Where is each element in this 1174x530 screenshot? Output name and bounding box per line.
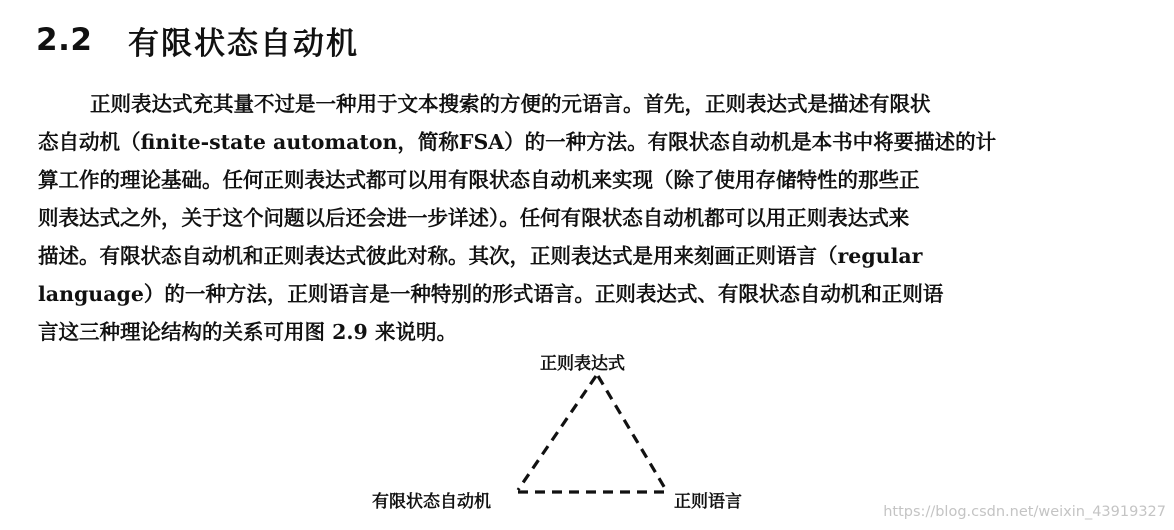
section-heading	[36, 18, 359, 62]
edge-regex-to-language	[598, 376, 666, 490]
section-title: 有限状态自动机	[128, 25, 359, 62]
edge-regex-to-fsa	[518, 376, 596, 490]
paragraph-line: 正则表达式充其量不过是一种用于文本搜索的方便的元语言。首先，正则表达式是描述有限状	[90, 92, 931, 116]
node-regular-expression: 正则表达式	[540, 354, 625, 374]
paragraph-line: 态自动机（finite-state automaton，简称FSA）的一种方法。有限状态自动机是本书中将要描述的计	[38, 130, 997, 154]
paragraph-line: 算工作的理论基础。任何正则表达式都可以用有限状态自动机来实现（除了使用存储特性的那些正	[38, 168, 920, 192]
node-finite-state-automaton: 有限状态自动机	[372, 492, 491, 512]
node-regular-language: 正则语言	[674, 492, 742, 512]
relationship-diagram	[360, 340, 780, 520]
watermark: https://blog.csdn.net/weixin_43919327	[883, 504, 1166, 520]
paragraph-line: 言这三种理论结构的关系可用图 2.9 来说明。	[38, 320, 457, 344]
section-number: 2.2	[36, 22, 93, 58]
paragraph-line: 描述。有限状态自动机和正则表达式彼此对称。其次，正则表达式是用来刻画正则语言（regular	[38, 244, 923, 268]
paragraph-line: 则表达式之外，关于这个问题以后还会进一步详述）。任何有限状态自动机都可以用正则表达式来	[38, 206, 910, 230]
paragraph-line: language）的一种方法，正则语言是一种特别的形式语言。正则表达式、有限状态自动机和正则语	[38, 282, 944, 306]
